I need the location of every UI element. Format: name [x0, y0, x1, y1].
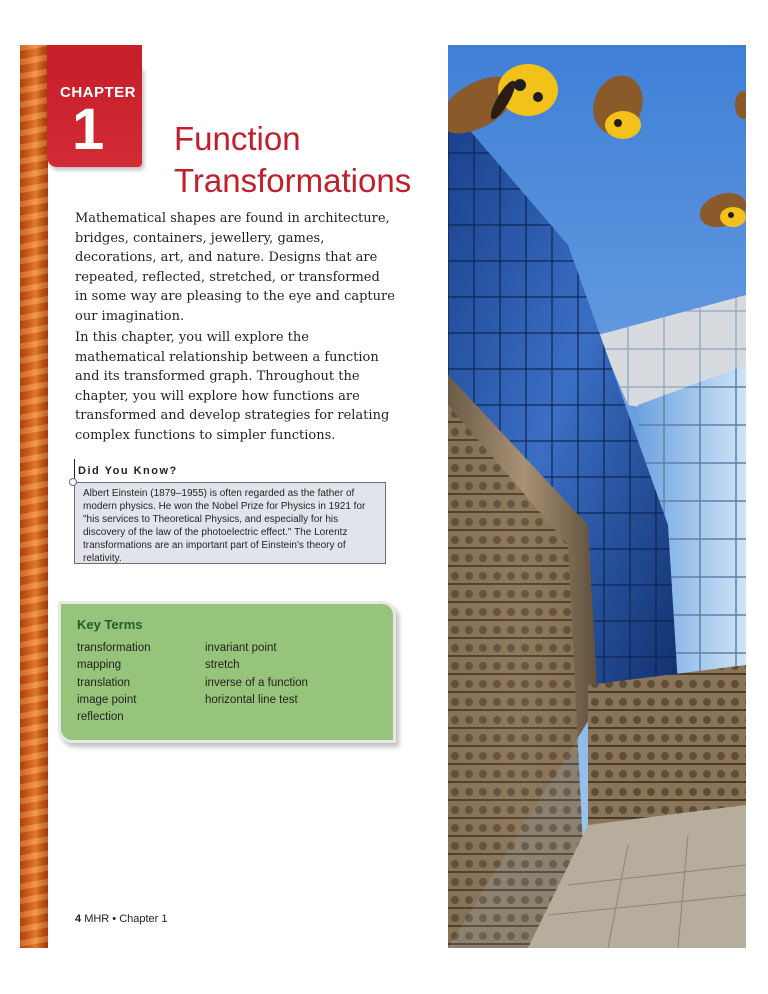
- key-terms-title: Key Terms: [77, 617, 143, 632]
- key-terms-panel: [58, 601, 396, 743]
- key-term: image point: [77, 693, 137, 706]
- chapter-title: Function Transformations: [174, 120, 412, 199]
- page-footer: [75, 913, 168, 925]
- intro-paragraph-2: In this chapter, you will explore the mathematical relationship between a function and its transformed graph. Throughout the chapter, you will explore how functions are transformed and develop strategies for relating complex functions to simpler functions.: [75, 330, 390, 443]
- did-you-know-heading: Did You Know?: [78, 465, 178, 477]
- did-you-know-marker-icon: [69, 478, 77, 486]
- did-you-know-box: [74, 482, 386, 564]
- key-term: transformation: [77, 642, 151, 654]
- key-term: reflection: [77, 711, 124, 724]
- chapter-banner-bar: [47, 45, 142, 67]
- key-term: invariant point: [205, 642, 277, 654]
- key-terms-column-1: [77, 640, 151, 726]
- key-term: translation: [77, 676, 131, 689]
- chapter-label: CHAPTER: [60, 84, 137, 101]
- page-number: 4: [75, 913, 82, 925]
- photo-illustration: [448, 45, 746, 948]
- key-term: inverse of a function: [205, 676, 308, 689]
- key-term: mapping: [77, 659, 122, 672]
- footer-text: MHR • Chapter 1: [84, 913, 168, 925]
- key-term: horizontal line test: [205, 693, 298, 706]
- decorative-side-strip: [20, 45, 48, 948]
- intro-paragraph-1: Mathematical shapes are found in architecture, bridges, containers, jewellery, games, decorations, art, and nature. Designs that are repeated, reflected, stretched, or transformed in some way are pleasing to the eye and capture our imagination.: [75, 211, 395, 324]
- key-term: stretch: [205, 659, 240, 672]
- key-terms-column-2: [205, 640, 308, 709]
- chapter-photo: [448, 45, 746, 948]
- did-you-know-text: Albert Einstein (1879–1955) is often regarded as the father of modern physics. He won the Nobel Prize for Physics in 1921 for "his services to Theoretical Physics, and especially for his discovery of the law of the photoelectric effect." The Lorentz transformations are an important part of Einstein's theory of relativity.: [83, 488, 366, 564]
- chapter-number: 1: [72, 97, 105, 162]
